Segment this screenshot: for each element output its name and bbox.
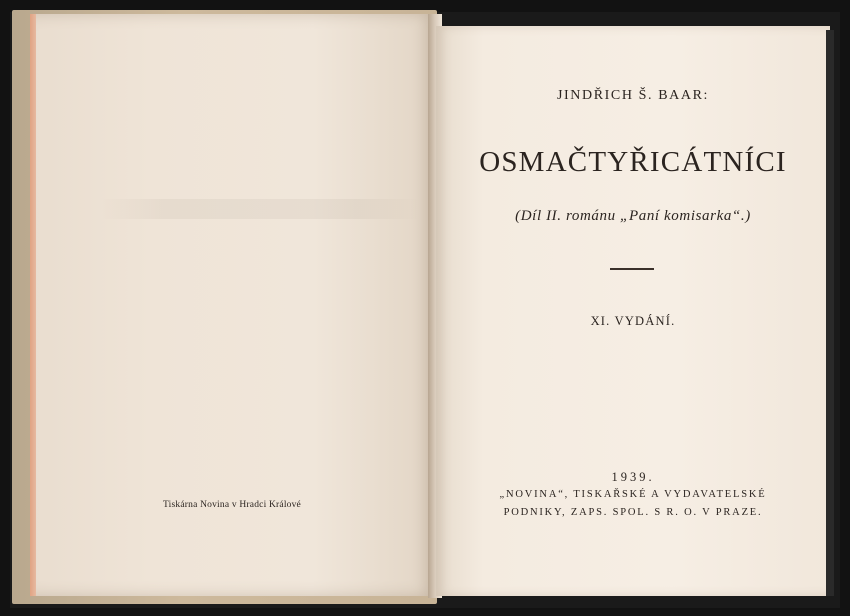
publisher-line-1: „NOVINA“, TISKAŘSKÉ A VYDAVATELSKÉ (499, 489, 767, 500)
publication-year: 1939. (611, 470, 655, 484)
author-name: JINDŘICH Š. BAAR: (556, 88, 710, 103)
divider-rule (610, 268, 654, 270)
book-title: OSMAČTYŘICÁTNÍCI (479, 146, 787, 178)
show-through-text (100, 199, 420, 219)
publisher-line-2: PODNIKY, ZAPS. SPOL. S R. O. V PRAZE. (503, 507, 763, 518)
book-subtitle: (Díl II. románu „Paní komisarka“.) (515, 208, 751, 224)
edition-label: XI. VYDÁNÍ. (590, 314, 676, 328)
printer-imprint: Tiskárna Novina v Hradci Králové (163, 500, 301, 510)
